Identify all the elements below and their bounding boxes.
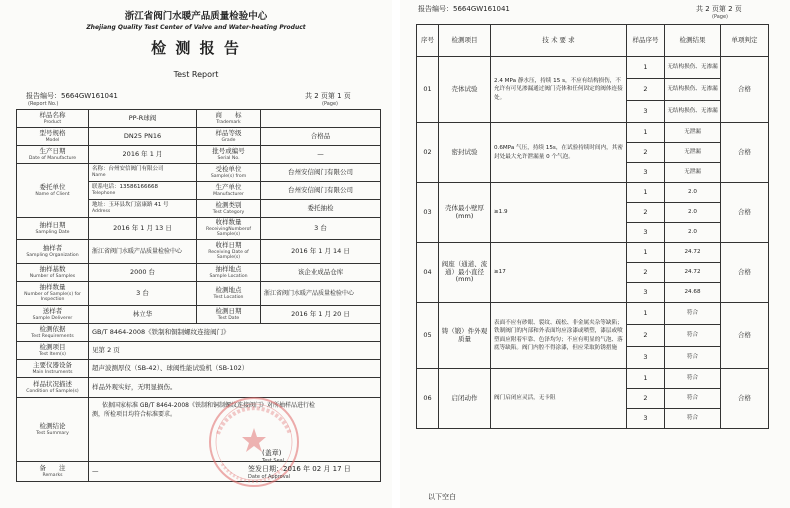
sample-number: 1 (627, 303, 665, 325)
verdict-value: 合格 (721, 303, 769, 369)
sample-number: 1 (627, 123, 665, 143)
test-items-value: 见第 2 页 (89, 342, 381, 360)
verdict-value: 合格 (721, 183, 769, 243)
report-no-en: (Report No.) (28, 101, 59, 107)
remarks-label: 备 注 Remarks (17, 462, 89, 482)
client-name: 名称：台州安信阀门有限公司 Name (89, 164, 197, 182)
sampling-org-value: 浙江省阀门水暖产品质量检验中心 (89, 240, 197, 264)
client-tel: 联系电话：13586166668 Telephone (89, 182, 197, 200)
result-value: 2.0 (665, 223, 721, 243)
sample-number: 1 (627, 57, 665, 79)
result-row (417, 303, 769, 325)
sample-number: 3 (627, 223, 665, 243)
grade-value: 合格品 (261, 128, 381, 146)
item-requirement: ≥17 (491, 243, 627, 303)
sampling-base-label: 抽样基数 Number of Samples (17, 264, 89, 282)
trademark-value (261, 110, 381, 128)
report-title-en: Test Report (173, 70, 219, 79)
result-value: 无结构损伤、无渗漏 (665, 57, 721, 79)
sample-number: 2 (627, 263, 665, 283)
test-date-label: 检测日期 Test Date (197, 306, 261, 324)
test-date-value: 2016 年 1 月 20 日 (261, 306, 381, 324)
model-value: DN25 PN16 (89, 128, 197, 146)
issue-date: 签发日期：2016 年 02 月 17 日 (248, 465, 351, 473)
sample-number: 3 (627, 101, 665, 123)
page-info-page2-en: (Page) (712, 14, 729, 20)
condition-label: 样品状况描述 Condition of Sample(s) (17, 378, 89, 398)
receiving-date-label: 收样日期 Receiving Date of Sample(s) (197, 240, 261, 264)
condition-value: 样品外观实好，无明显损伤。 (89, 378, 381, 398)
report-page-2 (400, 0, 790, 508)
item-number: 05 (417, 303, 439, 369)
sample-number: 1 (627, 369, 665, 389)
inspection-no-value: 3 台 (89, 282, 197, 306)
item-name: 启闭动作 (439, 369, 491, 429)
org-title-cn: 浙江省阀门水暖产品质量检验中心 (124, 11, 268, 22)
item-requirement: 阀门启闭应灵活，无卡阻 (491, 369, 627, 429)
result-value: 无结构损伤、无渗漏 (665, 79, 721, 101)
result-value: 无泄漏 (665, 143, 721, 163)
result-value: 2.0 (665, 183, 721, 203)
result-value: 无泄漏 (665, 163, 721, 183)
header-result: 检测结果 (665, 25, 721, 57)
inspection-no-label: 抽样数量 Number of Sample(s) for Inspection (17, 282, 89, 306)
result-value: 24.72 (665, 263, 721, 283)
model-label: 型号规格 Model (17, 128, 89, 146)
date-mfg-label: 生产日期 Date of Manufacture (17, 146, 89, 164)
issue-date-en: Date of Approval (248, 474, 291, 480)
item-number: 04 (417, 243, 439, 303)
receiving-date-value: 2016 年 1 月 14 日 (261, 240, 381, 264)
sample-number: 2 (627, 143, 665, 163)
end-of-report: 以下空白 (428, 493, 456, 501)
sample-number: 2 (627, 325, 665, 347)
test-location-label: 检测地点 Test Location (197, 282, 261, 306)
result-value: 无泄漏 (665, 123, 721, 143)
item-name: 壳体试验 (439, 57, 491, 123)
sample-number: 1 (627, 183, 665, 203)
manufacturer-label: 生产单位 Manufacturer (197, 182, 261, 200)
org-title-en: Zhejiang Quality Test Center of Valve and Water-heating Product (86, 24, 306, 31)
product-value: PP-R球阀 (89, 110, 197, 128)
report-title: 检 测 报 告 (151, 39, 241, 57)
result-value: 符合 (665, 347, 721, 369)
page-info: 共 2 页第 1 页 (305, 92, 351, 100)
page-gap (392, 0, 400, 508)
test-results-table (416, 24, 769, 429)
result-value: 符合 (665, 409, 721, 429)
item-name: 密封试验 (439, 123, 491, 183)
sample-number: 2 (627, 389, 665, 409)
receiving-no-value: 3 台 (261, 218, 381, 240)
result-value: 符合 (665, 369, 721, 389)
product-label: 样品名称 Product (17, 110, 89, 128)
date-mfg-value: 2016 年 1 月 (89, 146, 197, 164)
requirements-label: 检测依据 Test Requirements (17, 324, 89, 342)
sample-number: 3 (627, 347, 665, 369)
sample-number: 1 (627, 243, 665, 263)
verdict-value: 合格 (721, 243, 769, 303)
verdict-value: 合格 (721, 57, 769, 123)
summary-value: 依据国家标准 GB/T 8464-2008《铁制和铜制螺纹连接阀门》对所抽样品进行检 测，所检项目均符合标准要求。 (89, 398, 381, 462)
summary-label: 检测结论 Test Summary (17, 398, 89, 462)
test-category-value: 委托抽检 (261, 200, 381, 218)
result-value: 无结构损伤、无渗漏 (665, 101, 721, 123)
instruments-label: 主要仪器设备 Main Instruments (17, 360, 89, 378)
result-value: 符合 (665, 389, 721, 409)
item-number: 03 (417, 183, 439, 243)
sample-location-value: 该企业成品仓库 (261, 264, 381, 282)
requirements-value: GB/T 8464-2008《铁制和铜制螺纹连接阀门》 (89, 324, 381, 342)
result-value: 24.72 (665, 243, 721, 263)
report-no-page2: 报告编号：5664GW161041 (418, 5, 510, 13)
sample-number: 2 (627, 79, 665, 101)
sample-location-label: 抽样地点 Sample Location (197, 264, 261, 282)
result-row (417, 243, 769, 263)
result-value: 2.0 (665, 203, 721, 223)
report-page-1 (0, 0, 392, 508)
sampling-date-value: 2016 年 1 月 13 日 (89, 218, 197, 240)
result-row (417, 123, 769, 143)
item-requirement: ≥1.9 (491, 183, 627, 243)
seal-label-en: Test Seal (262, 458, 285, 464)
client-label: 委托单位 Name of Client (17, 164, 89, 218)
item-name: 铸（锻）件外观质量 (439, 303, 491, 369)
sampling-date-label: 抽样日期 Sampling Date (17, 218, 89, 240)
result-row (417, 369, 769, 389)
header-sample-no: 样品序号 (627, 25, 665, 57)
item-requirement: 表面不应有砂眼、裂纹、疏松、非金属夹杂等缺陷；铁制阀门的内部和外表面均应涂漆或喷塑，漆层或喷塑面应附着牢靠、色泽均匀；不应有明显的气泡、落底等缺陷。阀门内腔不得涂漆，但应采取防锈措施 (491, 303, 627, 369)
deliverer-value: 林立华 (89, 306, 197, 324)
trademark-label: 商 标 Trademark (197, 110, 261, 128)
item-number: 06 (417, 369, 439, 429)
page-info-en: (Page) (322, 101, 339, 107)
sampling-base-value: 2000 台 (89, 264, 197, 282)
test-items-label: 检测项目 Test Item(s) (17, 342, 89, 360)
page-info-page2: 共 2 页第 2 页 (696, 5, 742, 13)
item-name: 阀座（通道、流通）最小直径 (mm) (439, 243, 491, 303)
result-row (417, 57, 769, 79)
item-number: 01 (417, 57, 439, 123)
serial-value: — (261, 146, 381, 164)
deliverer-label: 送样者 Sample Deliverer (17, 306, 89, 324)
receiving-no-label: 收样数量 ReceivingNumberof Sample(s) (197, 218, 261, 240)
result-value: 符合 (665, 303, 721, 325)
instruments-value: 超声波测厚仪（SB-42）、球阀性能试验机（SB-102） (89, 360, 381, 378)
sample-from-value: 台州安信阀门有限公司 (261, 164, 381, 182)
test-location-value: 浙江省阀门水暖产品质量检验中心 (261, 282, 381, 306)
header-no: 序号 (417, 25, 439, 57)
seal-label: (盖章) (262, 449, 282, 457)
sample-number: 2 (627, 203, 665, 223)
sample-from-label: 受检单位 Sample(s) from (197, 164, 261, 182)
test-category-label: 检测类别 Test Category (197, 200, 261, 218)
sample-number: 3 (627, 409, 665, 429)
serial-label: 批号或编号 Serial No. (197, 146, 261, 164)
remarks-value: — (89, 462, 381, 482)
client-address: 地址：玉环县坎门富康路 41 号 Address (89, 200, 197, 218)
sampling-org-label: 抽样者 Sampling Organization (17, 240, 89, 264)
sample-number: 3 (627, 163, 665, 183)
grade-label: 样品等级 Grade (197, 128, 261, 146)
result-value: 24.68 (665, 283, 721, 303)
sample-number: 3 (627, 283, 665, 303)
report-no: 报告编号：5664GW161041 (26, 92, 118, 100)
header-verdict: 单项判定 (721, 25, 769, 57)
verdict-value: 合格 (721, 123, 769, 183)
verdict-value: 合格 (721, 369, 769, 429)
item-requirement: 2.4 MPa 静水压，持续 15 s，不应有结构损伤，不允许有可见渗漏通过阀门壳体和任何固定的阀体连接处。 (491, 57, 627, 123)
manufacturer-value: 台州安信阀门有限公司 (261, 182, 381, 200)
item-number: 02 (417, 123, 439, 183)
header-requirement: 技 术 要 求 (491, 25, 627, 57)
result-value: 符合 (665, 325, 721, 347)
result-row (417, 183, 769, 203)
item-name: 壳体最小壁厚 (mm) (439, 183, 491, 243)
header-test-item: 检测项目 (439, 25, 491, 57)
item-requirement: 0.6MPa 气压，持续 15s，在试验持续时间内，其密封处最大允许泄漏量 0 个气泡。 (491, 123, 627, 183)
